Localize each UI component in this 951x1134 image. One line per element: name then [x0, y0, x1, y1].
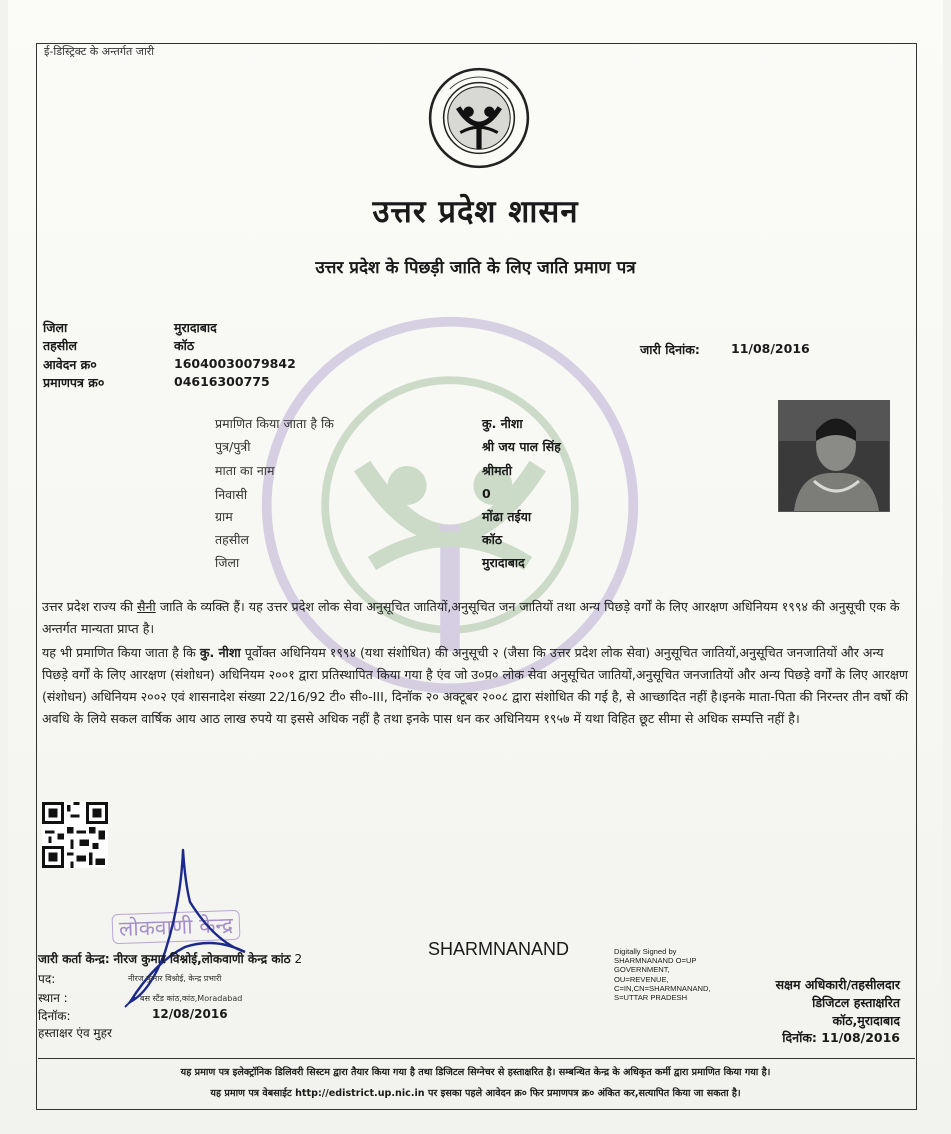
statement-text: जाति के व्यक्ति हैं। यह उत्तर प्रदेश लोक सेवा अनुसूचित जातियों,अनुसूचित जन जातियों तथा अन्य पिछड़े वर्गों के लिए आरक्षण अधिनियम १९९४ की अनुसूची एक के अन्तर्गत मान्यता प्राप्त है। — [42, 599, 900, 636]
certification-statement — [42, 642, 910, 730]
authority-digital-sign: डिजिटल हस्ताक्षरित — [812, 995, 900, 1010]
person-photo-icon — [779, 401, 889, 511]
tehsil-label: तहसील — [43, 338, 77, 353]
issuing-center-value: नीरज कुमार विश्नोई,लोकवाणी केन्द्र कांठ — [113, 952, 291, 966]
authority-date — [692, 1029, 900, 1046]
issuing-center-suffix: 2 — [294, 952, 303, 966]
applicant-photo — [778, 400, 890, 512]
application-number-label: आवेदन क्र० — [43, 357, 97, 372]
caste-statement — [42, 596, 910, 640]
district-label: जिला — [43, 320, 68, 335]
detail-value: कु. नीशा — [482, 416, 523, 431]
footer-note: यह प्रमाण पत्र इलेक्ट्रॉनिक डिलिवरी सिस्टम द्वारा तैयार किया गया है तथा डिजिटल सिग्नेचर से हस्ताक्षरित है। सम्बन्धित केन्द्र के अधिकृत कर्मी द्वारा प्रमाणित किया गया है। — [180, 1067, 771, 1078]
authority-title: सक्षम अधिकारी/तहसीलदार — [775, 977, 900, 992]
authority-date-value: 11/08/2016 — [821, 1030, 900, 1045]
detail-label: प्रमाणित किया जाता है कि — [215, 416, 334, 431]
certificate-number-value: 04616300775 — [174, 374, 270, 389]
caste-name: सैनी — [137, 599, 156, 614]
page-title: उत्तर प्रदेश शासन — [372, 194, 579, 230]
header-note: ई-डिस्ट्रिक्ट के अन्तर्गत जारी — [44, 45, 155, 58]
statement-text: उत्तर प्रदेश राज्य की — [42, 599, 138, 614]
date-label: दिनॉक: — [38, 1009, 71, 1023]
district-value: मुरादाबाद — [174, 320, 217, 335]
lokvani-stamp: लोकवाणी केन्द्र — [112, 910, 241, 944]
detail-value: कॉठ — [482, 532, 503, 547]
statement-text: पूर्वोक्त अधिनियम १९९४ (यथा संशोधित) की अनुसूची २ (जैसा कि उत्तर प्रदेश लोक सेवा) अनुसूचित जातियों,अनुसूचित जनजातियों और अन्य पिछड़े वर्गों के लिए आरक्षण (संशोधन) अधिनियम २००१ द्वारा प्रतिस्थापित किया गया है एंव जो उ०प्र० लोक सेवा अनुसूचित जातियों,अनुसूचित जनजातियों और अन्य पिछड़े वर्गों के लिए आरक्षण (संशोधन) अधिनियम २००२ एवं शासनादेश संख्या 22/16/92 टी० सी०-III, दिनॉक २० अक्टूबर २००८ द्वारा संशोधित की गई है, से आच्छादित नहीं है।इनके माता-पिता की निरन्तर तीन वर्षो की अवधि के लिये सकल वार्षिक आय आठ लाख रुपये या इससे अधिक नहीं है तथा इनके पास धन कर अधिनियम १९५७ में यथा विहित छूट सीमा से अधिक सम्पत्ति नहीं है। — [42, 645, 909, 726]
statement-text: यह भी प्रमाणित किया जाता है कि — [42, 645, 200, 660]
footer-verification-note: यह प्रमाण पत्र वेबसाईट http://edistrict.up.nic.in पर इसका पहले आवेदन क्र० फिर प्रमाणपत्र क्र० अंकित कर,सत्यापित किया जा सकता है। — [210, 1088, 741, 1099]
detail-label: पुत्र/पुत्री — [215, 439, 251, 454]
applicant-name: कु. नीशा — [199, 645, 241, 660]
up-government-emblem-icon — [427, 66, 531, 170]
detail-label: तहसील — [215, 532, 249, 547]
detail-value: मुरादाबाद — [482, 555, 525, 570]
detail-value: मोंढा तईया — [482, 509, 532, 524]
certificate-number-label: प्रमाणपत्र क्र० — [43, 375, 105, 390]
issue-date-label: जारी दिनांक: — [640, 342, 700, 357]
signature-seal-label: हस्ताक्षर एंव मुहर — [38, 1026, 112, 1040]
issue-date-value: 11/08/2016 — [731, 341, 810, 356]
detail-value: श्री जय पाल सिंह — [482, 439, 561, 454]
detail-value: श्रीमती — [482, 463, 512, 478]
detail-label: जिला — [215, 555, 240, 570]
designation-label: पद: — [38, 972, 56, 986]
tehsil-value: कॉठ — [174, 338, 195, 353]
digital-signature-details: Digitally Signed by SHARMNANAND O=UP GOVERNMENT, OU=REVENUE, C=IN,CN=SHARMNANAND, S=UTTAR PRADESH — [614, 947, 711, 1003]
certificate-subtitle: उत्तर प्रदेश के पिछड़ी जाति के लिए जाति प्रमाण पत्र — [315, 258, 636, 278]
application-number-value: 16040030079842 — [174, 356, 296, 371]
place-label: स्थान : — [38, 991, 68, 1005]
place-value: बस स्टैंड कांठ,कांठ,Moradabad — [140, 994, 243, 1003]
digital-signer-name: SHARMNANAND — [428, 939, 570, 959]
authority-place: कॉठ,मुरादाबाद — [832, 1013, 900, 1028]
date-value: 12/08/2016 — [152, 1007, 228, 1021]
footer-divider — [38, 1058, 915, 1059]
detail-label: ग्राम — [215, 509, 233, 524]
issuing-center-label: जारी कर्ता केन्द्र: — [38, 952, 110, 966]
detail-label: माता का नाम — [215, 463, 275, 478]
authority-date-label: दिनॉक: — [782, 1030, 817, 1045]
detail-label: निवासी — [215, 487, 248, 502]
issuing-center — [38, 950, 302, 967]
detail-value: 0 — [482, 486, 491, 501]
designation-value: नीरज कुमार विश्नोई, केन्द्र प्रभारी — [128, 974, 222, 983]
